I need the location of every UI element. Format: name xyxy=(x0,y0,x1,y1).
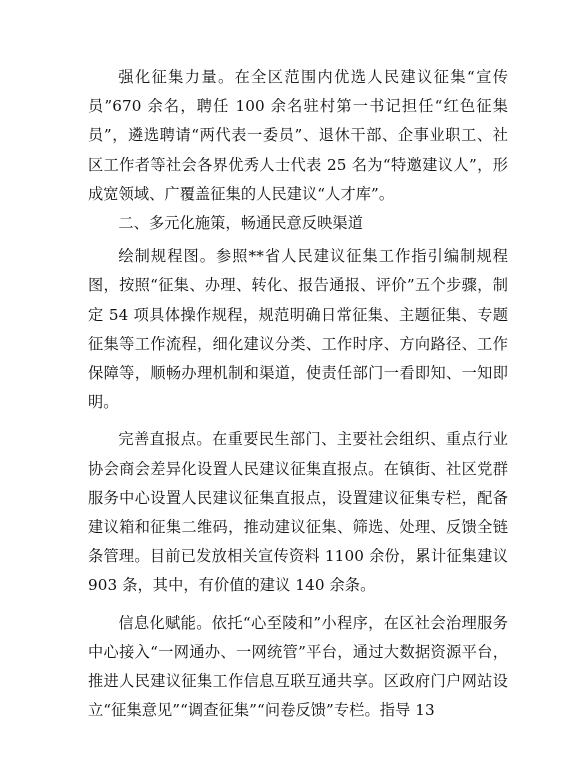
paragraph-direct-report-points: 完善直报点。在重要民生部门、主要社会组织、重点行业协会商会差异化设置人民建议征集直报点。在镇街、社区党群服务中心设置人民建议征集直报点，设置建议征集专栏，配备建议箱和征集二维码，推动建议征集、筛选、处理、反馈全链条管理。目前已发放相关宣传资料 1100 余份，累计征集建议 903 条，其中，有价值的建议 140 余条。 xyxy=(88,430,508,595)
paragraph-strengthen-collection-force: 强化征集力量。在全区范围内优选人民建议征集“宣传员”670 余名，聘任 100 余名驻村第一书记担任“红色征集员”，遴选聘请“两代表一委员”、退休干部、企事业职工、社区工作者等社会各界优秀人士代表 25 名为“特邀建议人”，形成宽领域、广覆盖征集的人民建议“人才库”。 xyxy=(88,68,508,203)
document-body xyxy=(88,63,508,725)
paragraph-procedure-chart: 绘制规程图。参照**省人民建议征集工作指引编制规程图，按照“征集、办理、转化、报告通报、评价”五个步骤，制定 54 项具体操作规程，规范明确日常征集、主题征集、专题征集等工作流程，细化建议分类、工作时序、方向路径、工作保障等，顺畅办理机制和渠道，使责任部门一看即知、一知即明。 xyxy=(88,247,508,412)
section-heading-2: 二、多元化施策，畅通民意反映渠道 xyxy=(118,214,363,233)
paragraph-informatization: 信息化赋能。依托“心至陵和”小程序，在区社会治理服务中心接入“一网通办、一网统管”平台，通过大数据资源平台，推进人民建议征集工作信息互联互通共享。区政府门户网站设立“征集意见”“调查征集”“问卷反馈”专栏。指导 13 xyxy=(88,613,508,720)
